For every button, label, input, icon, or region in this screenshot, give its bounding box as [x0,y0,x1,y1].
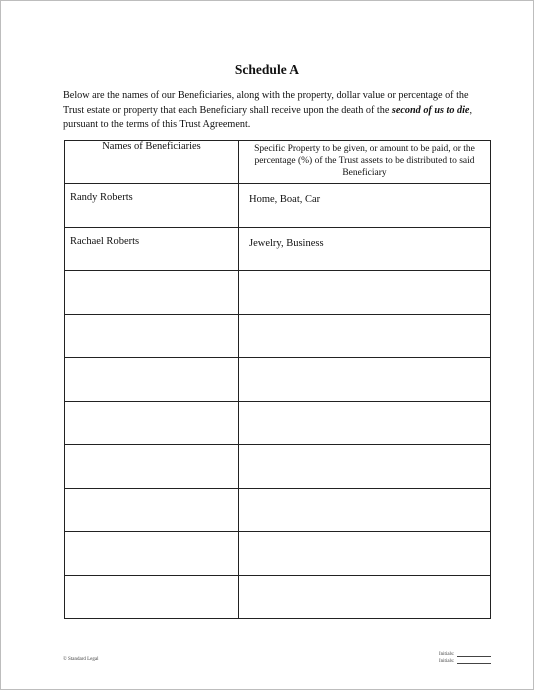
table-row [65,358,491,402]
initials-field-2[interactable] [439,659,491,664]
beneficiary-table [64,140,491,619]
beneficiary-name [65,315,238,323]
beneficiary-property [239,445,490,455]
beneficiary-property [239,532,490,542]
beneficiary-name: Rachael Roberts [70,235,140,247]
property-cell[interactable] [239,227,491,271]
name-cell[interactable] [65,401,239,445]
property-cell[interactable] [239,314,491,358]
beneficiary-property [239,271,490,281]
name-cell[interactable] [65,314,239,358]
initials-line [457,663,491,664]
beneficiary-property: Jewelry, Business [249,237,324,249]
property-cell[interactable] [239,271,491,315]
beneficiary-property [239,402,490,412]
name-cell[interactable] [65,227,239,271]
table-row [65,401,491,445]
beneficiary-name: Randy Roberts [70,192,133,203]
beneficiary-property: Home, Boat, Car [249,194,321,205]
name-cell[interactable] [65,358,239,402]
table-row [65,271,491,315]
beneficiary-name [65,358,238,366]
name-cell[interactable] [65,488,239,532]
table-row [65,575,491,619]
table-row [65,314,491,358]
copyright-notice: © Standard Legal [63,657,99,662]
beneficiary-property [239,489,490,499]
property-cell[interactable] [239,575,491,619]
table-row [65,488,491,532]
name-cell[interactable] [65,445,239,489]
intro-text-end: , pursuant to the terms of this Trust Agreement. [63,104,472,130]
property-cell[interactable] [239,488,491,532]
table-row [65,227,491,271]
beneficiary-property [239,315,490,325]
intro-emphasis: second of us to die [391,104,470,116]
header-property: Specific Property to be given, or amount to be paid, or the percentage (%) of the Trust assets to be distributed to said Beneficiary [239,141,491,184]
table-header-row [65,141,491,184]
property-cell[interactable] [239,184,491,228]
property-cell[interactable] [239,358,491,402]
property-cell[interactable] [239,532,491,576]
page-title: Schedule A [234,62,300,77]
initials-label: Initials: [439,659,455,664]
name-cell[interactable] [65,575,239,619]
initials-label: Initials: [439,652,455,657]
initials-line [457,656,491,657]
name-cell[interactable] [65,271,239,315]
table-row [65,445,491,489]
intro-text-start: Below are the names of our Beneficiaries, along with the property, dollar value or percentage of the Trust estate or property that each Beneficiary shall receive upon the death of the [63,90,469,116]
name-cell[interactable] [65,184,239,228]
beneficiary-name [65,402,238,410]
beneficiary-property [239,576,490,586]
beneficiary-name [65,532,238,540]
beneficiary-name [65,445,238,453]
beneficiary-name [65,576,238,584]
table-row [65,532,491,576]
property-cell[interactable] [239,401,491,445]
beneficiary-property [239,358,490,368]
intro-paragraph [63,89,475,133]
name-cell[interactable] [65,532,239,576]
beneficiary-name [65,489,238,497]
property-cell[interactable] [239,445,491,489]
table-row [65,184,491,228]
beneficiary-name [65,271,238,279]
initials-field-1[interactable] [439,652,491,657]
header-names: Names of Beneficiaries [65,141,239,184]
